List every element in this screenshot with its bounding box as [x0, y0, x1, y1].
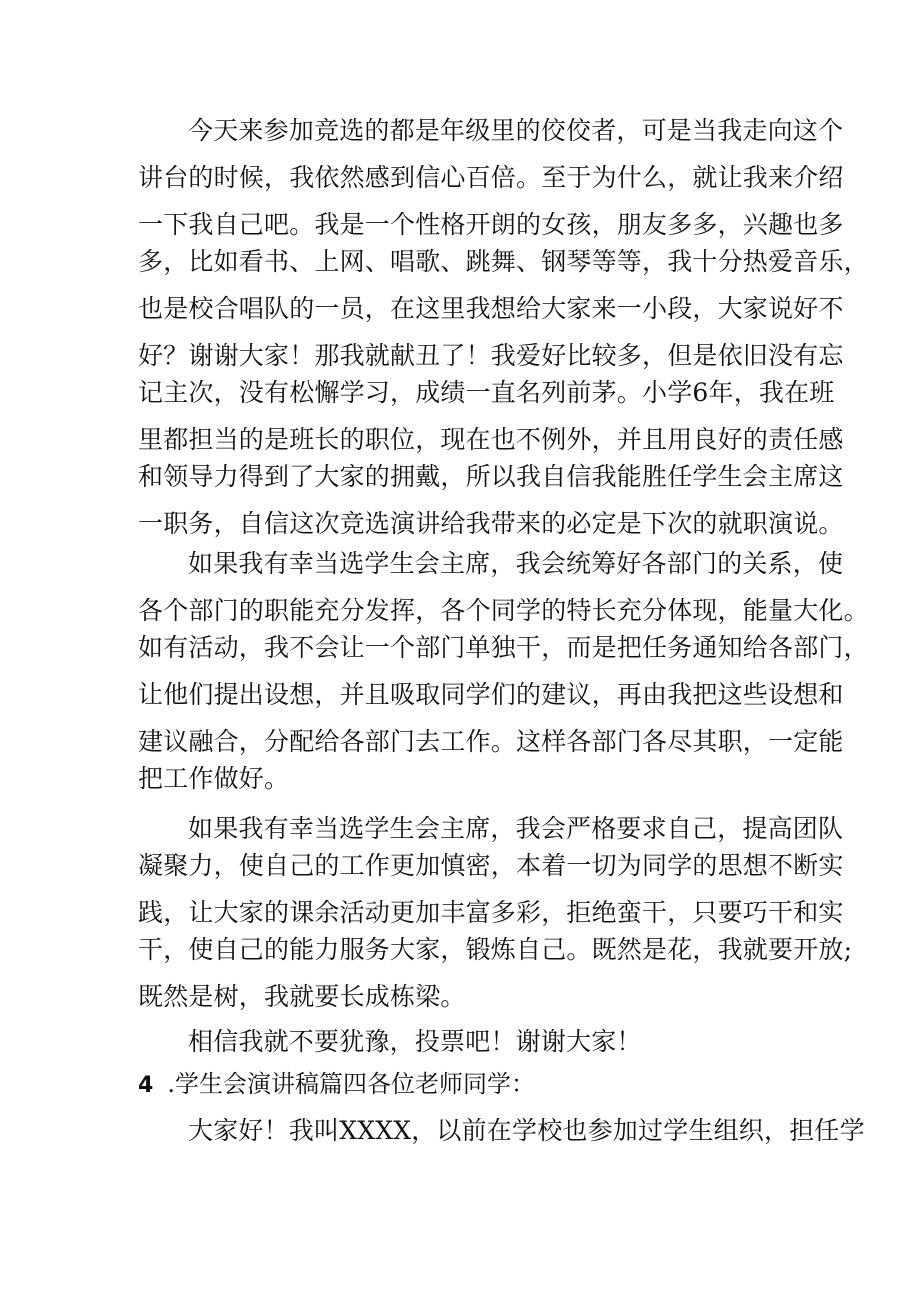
paragraph-line: 如果我有幸当选学生会主席，我会统筹好各部门的关系，使: [188, 549, 844, 578]
section-title: .学生会演讲稿篇四各位老师同学：: [167, 1070, 535, 1098]
paragraph-line: 讲台的时候，我依然感到信心百倍。至于为什么，就让我来介绍: [138, 163, 844, 192]
paragraph-line: 让他们提出设想，并且吸取同学们的建议，再由我把这些设想和: [138, 680, 844, 709]
paragraph-line: 一下我自己吧。我是一个性格开朗的女孩，朋友多多，兴趣也多: [138, 210, 844, 239]
paragraph-line: 记主次，没有松懈学习，成绩一直名列前茅。小学6年，我在班: [138, 378, 835, 407]
paragraph-line: 干，使自己的能力服务大家，锻炼自己。既然是花，我就要开放;: [138, 935, 853, 964]
paragraph-line: 一职务，自信这次竞选演讲给我带来的必定是下次的就职演说。: [138, 509, 844, 538]
paragraph-line: 如果我有幸当选学生会主席，我会严格要求自己，提高团队: [188, 814, 844, 843]
paragraph-line: 各个部门的职能充分发挥，各个同学的特长充分体现，能量大化。: [138, 596, 869, 625]
paragraph-line: 把工作做好。: [138, 764, 290, 793]
paragraph-line: 里都担当的是班长的职位，现在也不例外，并且用良好的责任感: [138, 425, 844, 454]
paragraph-line: 好？谢谢大家！那我就献丑了！我爱好比较多，但是依旧没有忘: [138, 341, 844, 370]
paragraph-line: 今天来参加竞选的都是年级里的佼佼者，可是当我走向这个: [188, 116, 844, 145]
paragraph-line: 相信我就不要犹豫，投票吧！谢谢大家！: [188, 1027, 642, 1056]
paragraph-line: 和领导力得到了大家的拥戴，所以我自信我能胜任学生会主席这: [138, 462, 844, 491]
section-heading: [138, 1066, 788, 1102]
paragraph-line: 践，让大家的课余活动更加丰富多彩，拒绝蛮干，只要巧干和实: [138, 898, 844, 927]
paragraph-line: 既然是树，我就要长成栋梁。: [138, 982, 466, 1011]
paragraph-line: 凝聚力，使自己的工作更加慎密，本着一切为同学的思想不断实: [138, 851, 844, 880]
paragraph-line: 建议融合，分配给各部门去工作。这样各部门各尽其职，一定能: [138, 727, 844, 756]
paragraph-line: 大家好！我叫XXXX，以前在学校也参加过学生组织，担任学: [188, 1116, 865, 1145]
paragraph-line: 也是校合唱队的一员，在这里我想给大家来一小段，大家说好不: [138, 294, 844, 323]
section-number: 4: [138, 1073, 154, 1098]
paragraph-line: 如有活动，我不会让一个部门单独干，而是把任务通知给各部门，: [138, 633, 869, 662]
paragraph-line: 多，比如看书、上网、唱歌、跳舞、钢琴等等，我十分热爱音乐，: [138, 247, 869, 276]
